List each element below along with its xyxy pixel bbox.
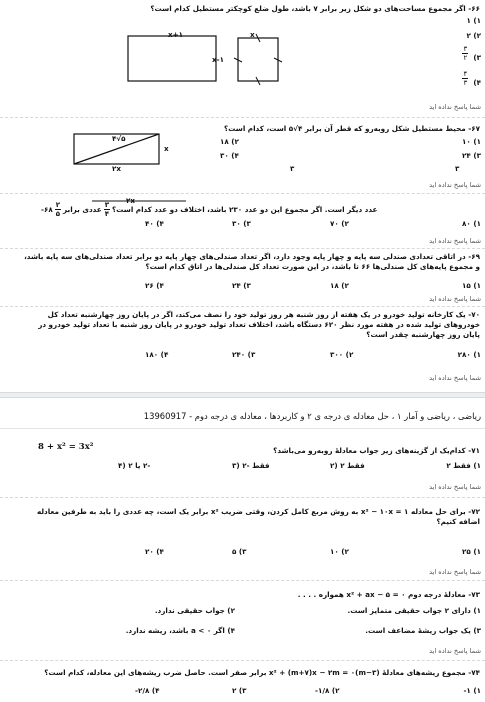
q68-text-b: عددی برابر: [63, 204, 102, 214]
q71-option-1[interactable]: ۱) فقط ۲: [446, 461, 481, 470]
divider: [0, 580, 485, 581]
q71-option-2[interactable]: فقط ۲ (۲: [330, 461, 365, 470]
q71-formula-text: 8 + x² = 3x²: [38, 442, 94, 452]
q72-option-1[interactable]: ۲۵ (۱: [462, 547, 481, 556]
q68-option-2[interactable]: ۷۰ (۲: [330, 219, 349, 228]
q69-text: ۶۹- در اتاقی تعدادی صندلی سه پایه و چهار پایه وجود دارد، اگر تعداد صندلی‌های چهار پایه دو برابر تعداد صندلی‌های سه پایه باشد، و مجموع پایه‌های کل صندلی‌ها ۶۶ تا باشد، در این صورت تعداد کل صندلی‌ها در اتاق کدام است؟: [24, 252, 480, 271]
q67-not-answered: شما پاسخ نداده اید: [429, 181, 481, 189]
q71-not-answered: شما پاسخ نداده اید: [429, 483, 481, 491]
q67-side-label: x: [164, 144, 169, 153]
q67-extra-2: ۳: [455, 164, 460, 173]
q68-frac1-den: ۵: [55, 210, 61, 218]
q66-option-4-den: ۳: [463, 79, 468, 87]
q74-option-1[interactable]: -۱ (۱: [463, 686, 481, 695]
q70-not-answered: شما پاسخ نداده اید: [429, 374, 481, 382]
q68-option-4[interactable]: ۴۰ (۴: [145, 219, 164, 228]
q66-option-3-den: ۲: [463, 54, 468, 62]
section-banner: [0, 392, 485, 398]
q72-option-2[interactable]: ۱۰ (۲: [330, 547, 349, 556]
q66-option-3[interactable]: $\frac{۳}{۲}$ (۳: [463, 45, 481, 62]
q66-square-label: x: [250, 30, 255, 39]
q67-bottom-label: ۲x: [112, 164, 122, 173]
q69-option-4[interactable]: ۲۶ (۴: [145, 281, 164, 290]
q73-option-4[interactable]: ۴) اگر a < ۰ باشد، ریشه ندارد.: [125, 626, 235, 635]
divider: [0, 497, 485, 498]
q70-option-3[interactable]: ۲۴۰ (۳: [232, 350, 256, 359]
q69-option-2[interactable]: ۱۸ (۲: [330, 281, 349, 290]
q74-option-2[interactable]: -۱/۸ (۲: [315, 686, 340, 695]
q68-not-answered: شما پاسخ نداده اید: [429, 237, 481, 245]
q69-option-1[interactable]: ۱۵ (۱: [462, 281, 481, 290]
q72-option-3[interactable]: ۵ (۳: [232, 547, 247, 556]
q67-option-1[interactable]: ۱۰ (۱: [462, 137, 481, 146]
q72-text: ۷۲- برای حل معادله x² − ۱۰x = ۱ به روش مربع کامل کردن، وقتی ضریب x² برابر یک است، چه عددی را باید به طرفین معادله اضافه کنیم؟: [36, 507, 480, 526]
q73-not-answered: شما پاسخ نداده اید: [429, 647, 481, 655]
q71-text: ۷۱- کدام‌یک از گزینه‌های زیر جواب معادلهٔ روبه‌رو می‌باشد؟: [273, 446, 480, 455]
divider: [0, 248, 485, 249]
q68-frac1-num: ۲: [55, 201, 61, 209]
q70-option-1[interactable]: ۲۸۰ (۱: [457, 350, 481, 359]
divider: [0, 306, 485, 307]
q74-option-3[interactable]: ۲ (۳: [232, 686, 247, 695]
q72-not-answered: شما پاسخ نداده اید: [429, 568, 481, 576]
q66-option-2[interactable]: ۲ (۲: [466, 31, 481, 40]
q66-not-answered: شما پاسخ نداده اید: [429, 103, 481, 111]
q73-option-2[interactable]: ۲) جواب حقیقی ندارد.: [154, 606, 235, 615]
q68-frac2-den: ۴: [104, 210, 109, 218]
divider: [0, 660, 485, 661]
q74-text: ۷۴- مجموع ریشه‌های معادلهٔ (m−۳)x² + (m+۷)x − ۲m = ۰ برابر صفر است. حاصل ضرب ریشه‌های این معادله، کدام است؟: [44, 668, 480, 677]
q73-option-3[interactable]: ۳) یک جواب ریشهٔ مضاعف است.: [365, 626, 481, 635]
q70-option-4[interactable]: ۱۸۰ (۴: [145, 350, 169, 359]
q66-option-3-num: ۳: [463, 45, 468, 53]
divider: [0, 193, 485, 194]
q67-option-2[interactable]: ۱۸ (۲: [220, 137, 239, 146]
q73-option-1[interactable]: ۱) دارای ۲ جواب حقیقی متمایز است.: [347, 606, 481, 615]
q68-option-1[interactable]: ۸۰ (۱: [462, 219, 481, 228]
q74-option-4[interactable]: -۲/۸ (۴: [135, 686, 160, 695]
q70-option-2[interactable]: ۳۰۰ (۲: [330, 350, 354, 359]
q66-option-4[interactable]: $\frac{۴}{۳}$ (۴: [463, 70, 481, 87]
q71-option-4[interactable]: -۲ یا ۲ (۴: [118, 461, 151, 470]
q73-text: ۷۳- معادلهٔ درجه دوم x² + ax − ۵ = ۰ همواره . . . .: [297, 590, 480, 599]
divider: [0, 117, 485, 118]
q66-text: ۶۶- اگر مجموع مساحت‌های دو شکل زیر برابر ۷ باشد، طول ضلع کوچکتر مستطیل کدام است؟: [150, 4, 480, 13]
q67-text: ۶۷- محیط مستطیل شکل روبه‌رو که قطر آن برابر ۴√۵ است، کدام است؟: [224, 124, 480, 133]
q68-text-a: ۶۸-: [41, 204, 53, 214]
q67-diagonal-label: ۴√۵: [112, 134, 126, 143]
q66-figure: [120, 28, 295, 88]
section-title: ریاضی ، ریاضی و آمار ۱ ، حل معادله ی درجه ی ۲ و کاربردها ، معادله ی درجه دوم - 13960917: [143, 411, 481, 421]
q69-not-answered: شما پاسخ نداده اید: [429, 295, 481, 303]
q67-option-3[interactable]: ۲۴ (۳: [462, 151, 481, 160]
q67-option-4[interactable]: ۳۰ (۴: [220, 151, 239, 160]
q66-option-1[interactable]: ۱ (۱: [466, 16, 481, 25]
q68-text-c: عدد دیگر است. اگر مجموع این دو عدد ۲۳۰ باشد، اختلاف دو عدد کدام است؟: [111, 204, 378, 214]
q66-rect-top-label: x+۱: [168, 30, 184, 39]
q66-option-4-num: ۴: [463, 70, 468, 78]
q71-option-3[interactable]: فقط -۲ (۳: [232, 461, 270, 470]
q68-extra: ۲x: [126, 196, 136, 205]
q67-extra-1: ۳: [290, 164, 295, 173]
q69-option-3[interactable]: ۲۴ (۳: [232, 281, 251, 290]
q68-frac2-num: ۳: [104, 201, 109, 209]
q70-text: ۷۰- یک کارخانه تولید خودرو در یک هفته از روز شنبه هر روز تولید خود را نصف می‌کند، اگر در پایان روز چهارشنبه تعداد کل خودروهای تولید شده در هفته مورد نظر ۶۲۰ دستگاه باشد، اختلاف تعداد تولید خودرو در پایان روز شنبه با تعداد تولید خودرو در پایان روز چهارشنبه چقدر است؟: [38, 310, 480, 339]
q72-option-4[interactable]: ۲۰ (۴: [145, 547, 164, 556]
q68-text: [41, 201, 481, 218]
q66-rect-side-label: x-۱: [212, 55, 225, 64]
q71-formula: [38, 442, 94, 452]
divider: [0, 428, 485, 429]
q68-option-3[interactable]: ۳۰ (۳: [232, 219, 251, 228]
